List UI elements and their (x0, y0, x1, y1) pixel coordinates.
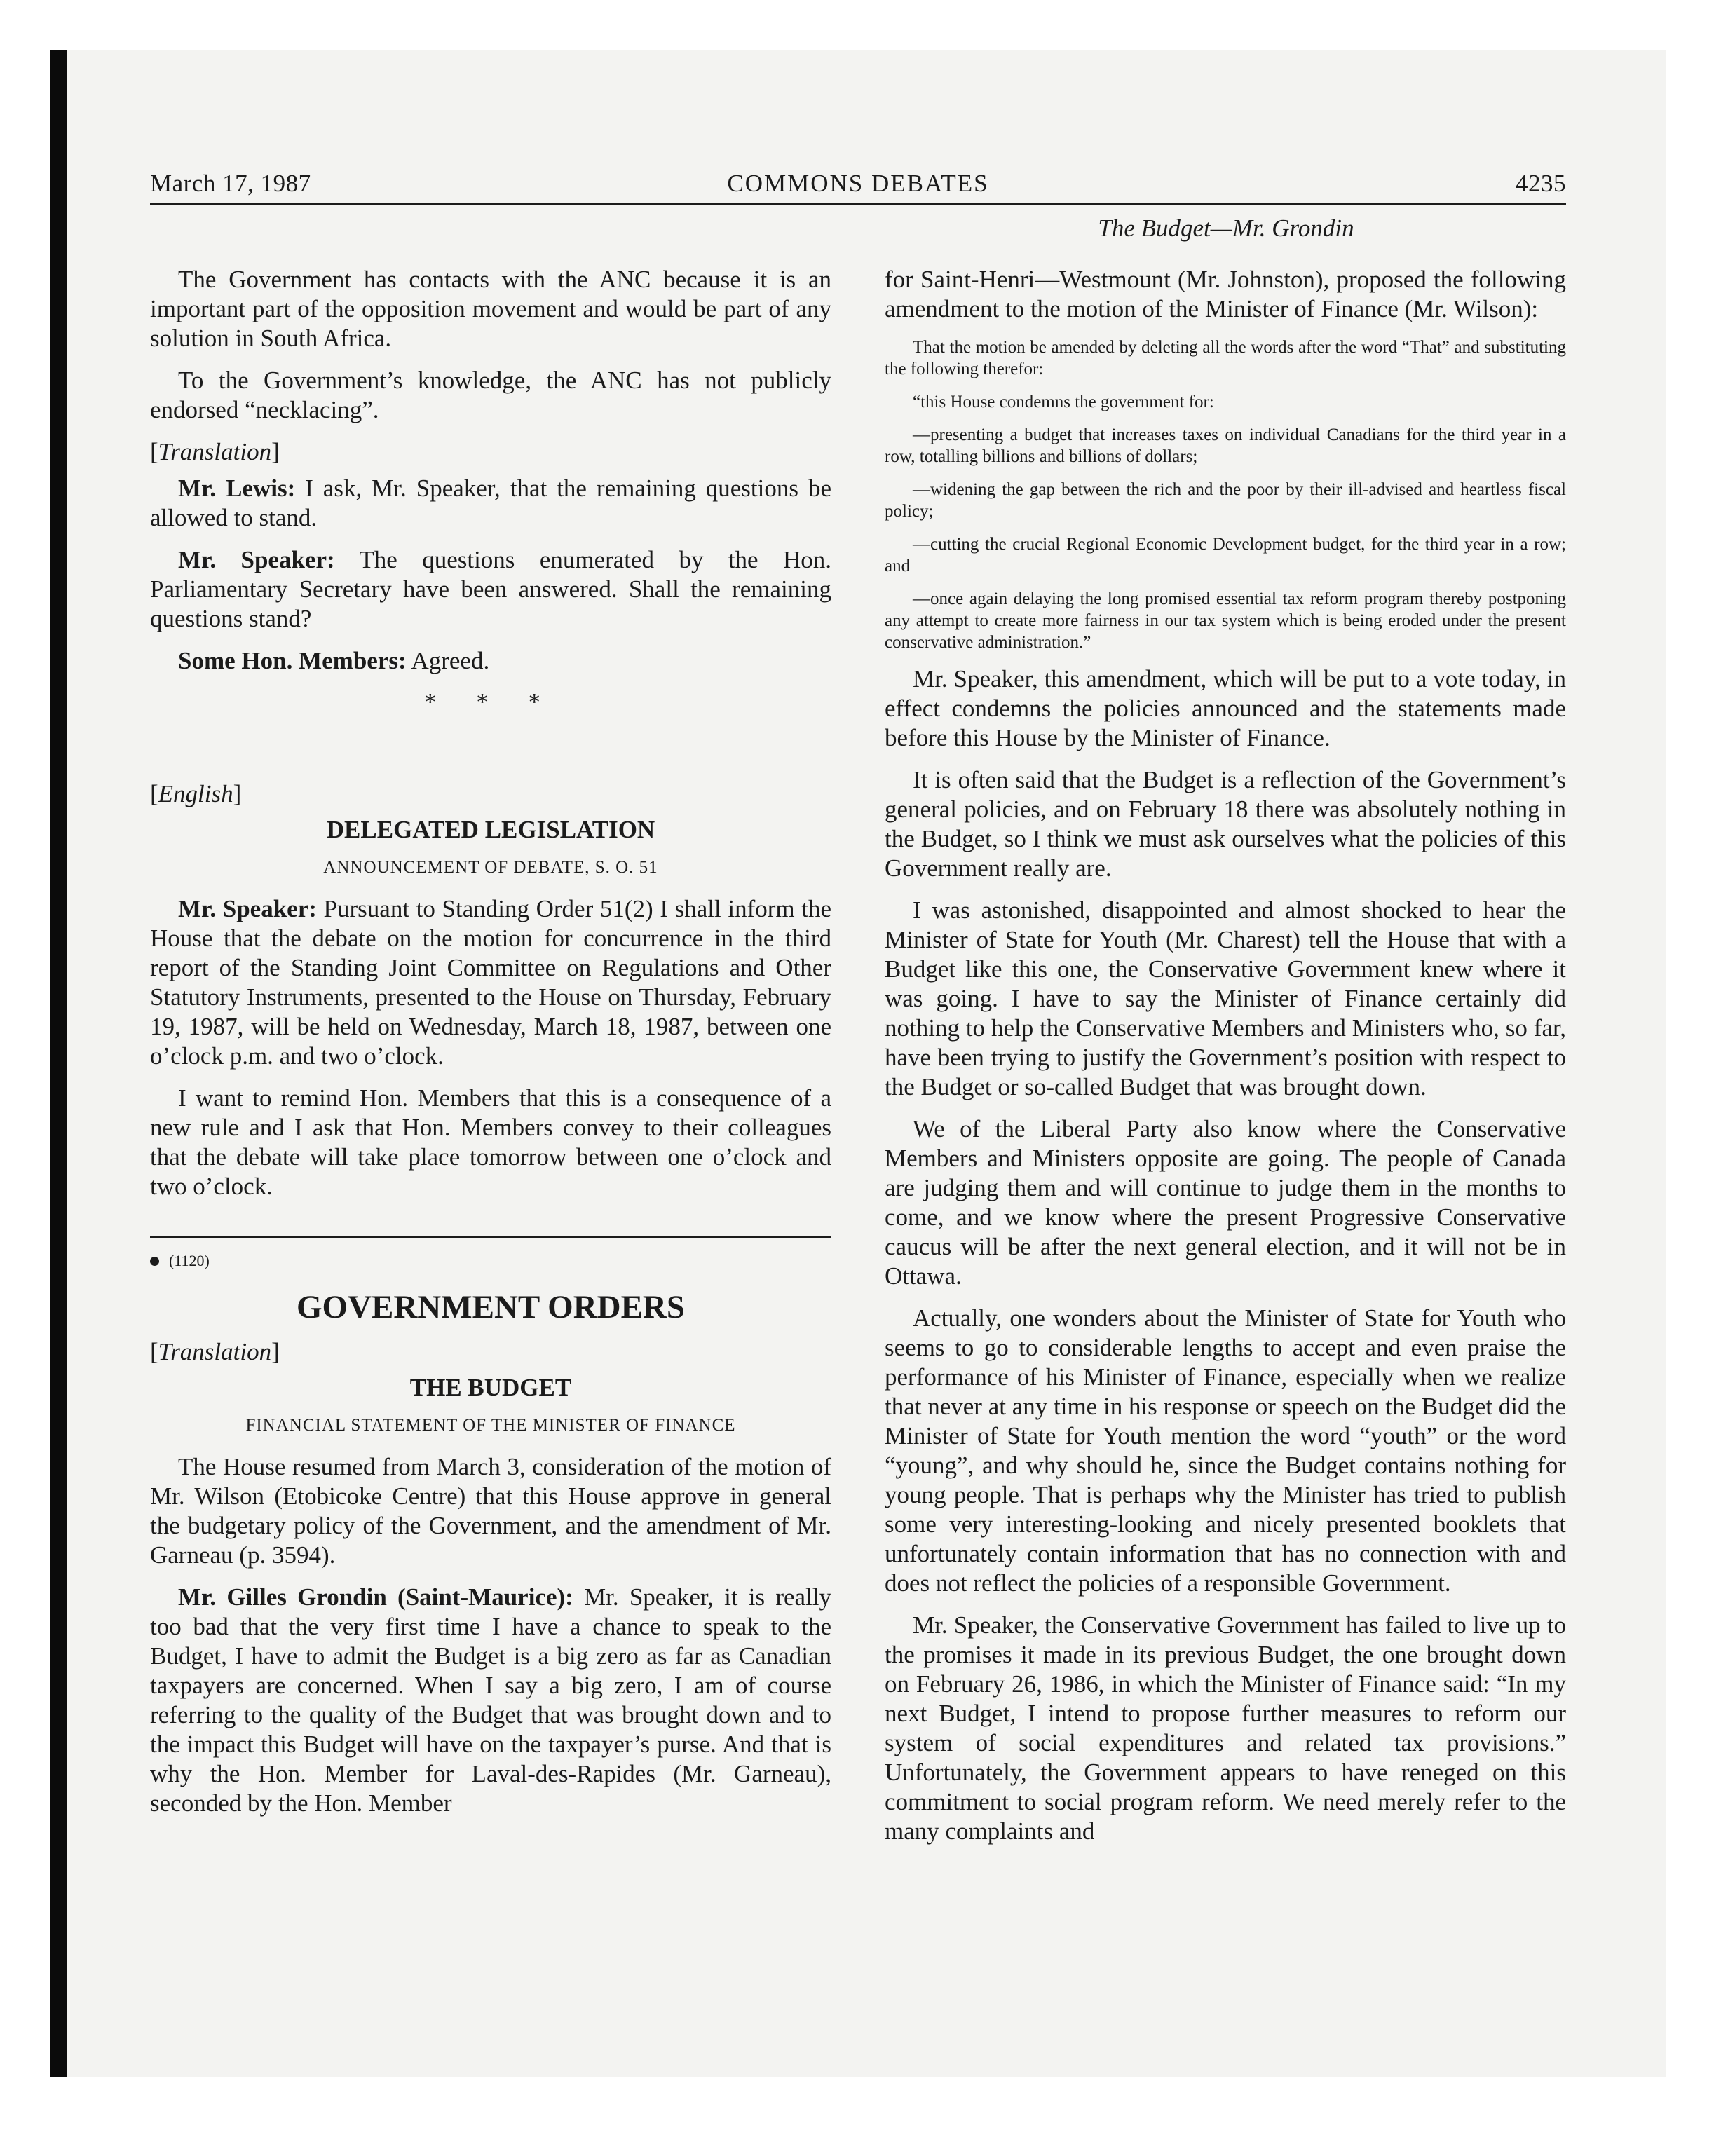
quote-regional-development: —cutting the crucial Regional Economic Development budget, for the third year in a row; and (885, 535, 1566, 575)
paragraph-members-agreed (150, 646, 831, 676)
speech-text: Mr. Speaker, it is really too bad that the very first time I have a chance to speak to the Budget, I have to admit the Budget is a big zero as far as Canadian taxpayers are concerned. When I say a big zero, I am of course referring to the quality of the Budget that was brought down and to the impact this Budget will have on the taxpayer’s purse. And that is why the Hon. Member for Laval-des-Rapides (Mr. Garneau), seconded by the Hon. Member (150, 1583, 831, 1817)
speaker-name: Mr. Speaker: (178, 895, 317, 922)
section-rule (150, 1236, 831, 1238)
header-date: March 17, 1987 (150, 170, 311, 197)
header-publication: COMMONS DEBATES (727, 170, 989, 197)
speech-text: Agreed. (406, 647, 490, 674)
quote-house-condemns: “this House condemns the government for: (913, 393, 1214, 411)
heading-delegated-legislation: DELEGATED LEGISLATION (326, 816, 655, 843)
paragraph-amendment-vote: Mr. Speaker, this amendment, which will be put to a vote today, in effect condemns the policies announced and the statements made before this House by the Minister of Finance. (885, 665, 1566, 751)
speech-text: I ask, Mr. Speaker, that the remaining questions be allowed to stand. (150, 475, 831, 531)
language-note-text: English (158, 780, 233, 807)
paragraph-anc-contacts: The Government has contacts with the ANC because it is an important part of the opposition movement and would be part of any solution in South Africa. (150, 266, 831, 352)
left-column (150, 265, 831, 1831)
paragraph-speaker-questions (150, 545, 831, 634)
paragraph-liberal-party: We of the Liberal Party also know where the Conservative Members and Ministers opposite are going. The people of Canada are judging them and will continue to judge them in the months to come, and we know where the present Progressive Conservative caucus will be after the next general election, and it will not be in Ottawa. (885, 1115, 1566, 1290)
language-note-translation: [Translation] (150, 438, 280, 465)
speaker-name: Mr. Speaker: (178, 546, 335, 573)
quote-tax-reform: —once again delaying the long promised essential tax reform program thereby postponing any attempt to create more fairness in our tax system which is being eroded under the present conservative administration.” (885, 589, 1566, 652)
speech-text: The questions enumerated by the Hon. Parliamentary Secretary have been answered. Shall the remaining questions stand? (150, 546, 831, 632)
paragraph-anc-necklacing: To the Government’s knowledge, the ANC has not publicly endorsed “necklacing”. (150, 367, 831, 423)
quote-gap: —widening the gap between the rich and the poor by their ill-advised and heartless fiscal policy; (885, 480, 1566, 521)
speaker-name: Mr. Lewis: (178, 475, 296, 502)
header-page-number: 4235 (1516, 170, 1566, 197)
header-rule (150, 203, 1566, 205)
paragraph-budget-reflection: It is often said that the Budget is a reflection of the Government’s general policies, and on February 18 there was absolutely nothing in the Budget, so I think we must ask ourselves what the policies of this Government really are. (885, 766, 1566, 882)
paragraph-remind-members: I want to remind Hon. Members that this is a consequence of a new rule and I ask that Hon. Members convey to their colleagues that the debate will take place tomorrow between one o’clock and two o’clock. (150, 1084, 831, 1200)
speaker-name: Some Hon. Members: (178, 647, 407, 674)
language-note-english: [English] (150, 780, 242, 807)
subheading-announcement: ANNOUNCEMENT OF DEBATE, S. O. 51 (323, 858, 658, 877)
paragraph-house-resumed: The House resumed from March 3, consideration of the motion of Mr. Wilson (Etobicoke Centre) that this House approve in general the budgetary policy of the Government, and the amendment of Mr. Garneau (p. 3594). (150, 1453, 831, 1569)
bullet-icon (150, 1257, 159, 1266)
heading-government-orders: GOVERNMENT ORDERS (296, 1289, 686, 1325)
section-separator-stars: * * * (424, 688, 557, 716)
paragraph-speaker-standing-order (150, 894, 831, 1071)
speaker-name: Mr. Gilles Grondin (Saint-Maurice): (178, 1583, 573, 1611)
subheading-financial-statement: FINANCIAL STATEMENT OF THE MINISTER OF FINANCE (245, 1416, 736, 1435)
time-marker (150, 1252, 831, 1270)
quote-motion-amended: That the motion be amended by deleting all the words after the word “That” and substituting the following therefor: (885, 338, 1566, 378)
paragraph-grondin (150, 1583, 831, 1818)
language-note-text: Translation (158, 1338, 272, 1365)
time-marker-text: (1120) (169, 1252, 210, 1269)
paragraph-astonished: I was astonished, disappointed and almost shocked to hear the Minister of State for Youth (Mr. Charest) tell the House that with a Budget like this one, the Conservative Government knew where it was going. I have to say the Minister of Finance certainly did nothing to help the Conservative Members and Ministers who, so far, have been trying to justify the Government’s position with respect to the Budget or so-called Budget that was brought down. (885, 896, 1566, 1100)
paragraph-amendment-intro: for Saint-Henri—Westmount (Mr. Johnston), proposed the following amendment to the motion of the Minister of Finance (Mr. Wilson): (885, 266, 1566, 322)
page-header (150, 170, 1566, 206)
right-column (885, 265, 1566, 1859)
heading-the-budget: THE BUDGET (409, 1374, 572, 1401)
language-note-translation-2: [Translation] (150, 1338, 280, 1365)
paragraph-lewis (150, 474, 831, 533)
running-head: The Budget—Mr. Grondin (1098, 214, 1354, 242)
speech-text: Pursuant to Standing Order 51(2) I shall inform the House that the debate on the motion for concurrence in the third report of the Standing Joint Committee on Regulations and Other Statutory Instruments, presented to the House on Thursday, February 19, 1987, will be held on Wednesday, March 18, 1987, between one o’clock p.m. and two o’clock. (150, 895, 831, 1070)
quote-taxes: —presenting a budget that increases taxes on individual Canadians for the third year in a row, totalling billions and billions of dollars; (885, 425, 1566, 466)
scan-edge (50, 50, 67, 2077)
language-note-text: Translation (158, 438, 272, 465)
paragraph-minister-youth: Actually, one wonders about the Minister of State for Youth who seems to go to considerable lengths to accept and even praise the performance of his Minister of Finance, especially when we realize that never at any time in his response or speech on the Budget did the Minister of State for Youth mention the word “youth” or the word “young”, and why should he, since the Budget contains nothing for young people. That is perhaps why the Minister has tried to publish some very interesting-looking and nicely presented booklets that unfortunately contain information that has no connection with and does not reflect the policies of a responsible Government. (885, 1304, 1566, 1597)
paragraph-previous-budget: Mr. Speaker, the Conservative Government has failed to live up to the promises it made in its previous Budget, the one brought down on February 26, 1986, in which the Minister of Finance said: “In my next Budget, I intend to propose further measures to reform our system of social expenditures and related tax provisions.” Unfortunately, the Government appears to have reneged on this commitment to social program reform. We need merely refer to the many complaints and (885, 1611, 1566, 1845)
